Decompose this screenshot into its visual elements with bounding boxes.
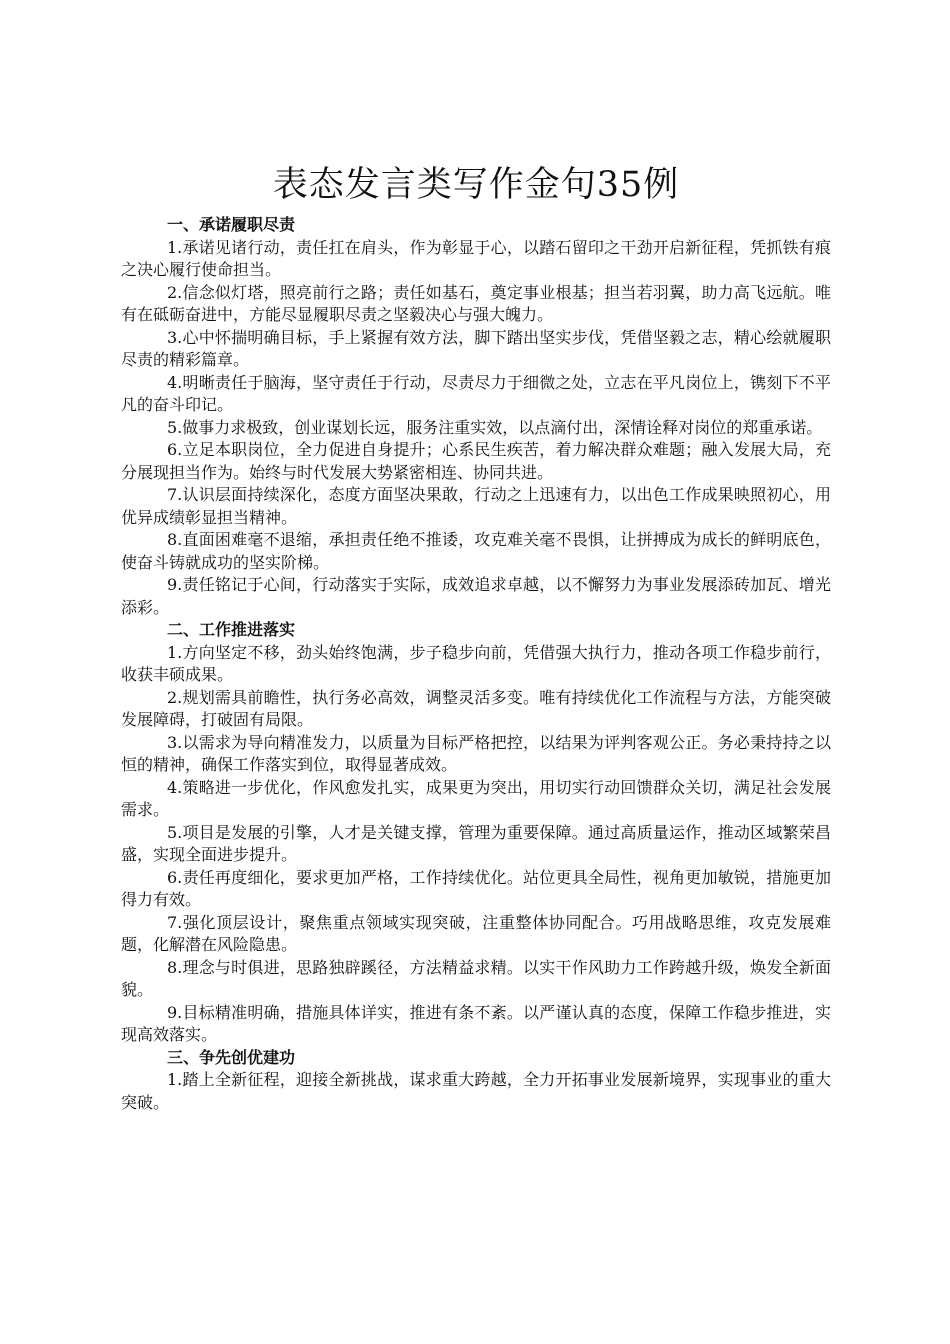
list-item: 1.方向坚定不移，劲头始终饱满，步子稳步向前，凭借强大执行力，推动各项工作稳步前行，收获丰硕成果。 <box>121 642 831 684</box>
list-item: 9.目标精准明确，措施具体详实，推进有条不紊。以严谨认真的态度，保障工作稳步推进，实现高效落实。 <box>121 1002 831 1044</box>
list-item: 3.心中怀揣明确目标，手上紧握有效方法，脚下踏出坚实步伐，凭借坚毅之志，精心绘就履职尽责的精彩篇章。 <box>121 327 831 369</box>
list-item: 5.项目是发展的引擎，人才是关键支撑，管理为重要保障。通过高质量运作，推动区域繁荣昌盛，实现全面进步提升。 <box>121 822 831 864</box>
list-item: 3.以需求为导向精准发力，以质量为目标严格把控，以结果为评判客观公正。务必秉持持之以恒的精神，确保工作落实到位，取得显著成效。 <box>121 732 831 774</box>
list-item: 2.规划需具前瞻性，执行务必高效，调整灵活多变。唯有持续优化工作流程与方法，方能突破发展障碍，打破固有局限。 <box>121 687 831 729</box>
list-item: 1.踏上全新征程，迎接全新挑战，谋求重大跨越，全力开拓事业发展新境界，实现事业的重大突破。 <box>121 1070 831 1112</box>
list-item: 7.强化顶层设计，聚焦重点领域实现突破，注重整体协同配合。巧用战略思维，攻克发展难题，化解潜在风险隐患。 <box>121 912 831 954</box>
list-item: 6.立足本职岗位，全力促进自身提升；心系民生疾苦，着力解决群众难题；融入发展大局，充分展现担当作为。始终与时代发展大势紧密相连、协同共进。 <box>121 440 831 482</box>
list-item: 8.直面困难毫不退缩，承担责任绝不推诿，攻克难关毫不畏惧，让拼搏成为成长的鲜明底色，使奋斗铸就成功的坚实阶梯。 <box>121 530 831 572</box>
section-3 <box>121 1047 831 1115</box>
section-heading: 二、工作推进落实 <box>167 620 296 639</box>
list-item: 9.责任铭记于心间，行动落实于实际，成效追求卓越，以不懈努力为事业发展添砖加瓦、增光添彩。 <box>121 575 831 617</box>
section-2 <box>121 619 831 1047</box>
list-item: 2.信念似灯塔，照亮前行之路；责任如基石，奠定事业根基；担当若羽翼，助力高飞远航。唯有在砥砺奋进中，方能尽显履职尽责之坚毅决心与强大魄力。 <box>121 282 831 324</box>
list-item: 5.做事力求极致，创业谋划长远，服务注重实效，以点滴付出，深情诠释对岗位的郑重承诺。 <box>167 417 823 437</box>
document-page <box>121 160 831 1114</box>
section-heading: 三、争先创优建功 <box>167 1047 296 1067</box>
list-item: 1.承诺见诸行动，责任扛在肩头，作为彰显于心，以踏石留印之干劲开启新征程，凭抓铁有痕之决心履行使命担当。 <box>121 237 831 279</box>
section-1 <box>121 214 831 619</box>
section-heading: 一、承诺履职尽责 <box>167 215 296 234</box>
list-item: 4.策略进一步优化，作风愈发扎实，成果更为突出，用切实行动回馈群众关切，满足社会发展需求。 <box>121 777 831 819</box>
list-item: 4.明晰责任于脑海，坚守责任于行动，尽责尽力于细微之处，立志在平凡岗位上，镌刻下不平凡的奋斗印记。 <box>121 372 831 414</box>
list-item: 6.责任再度细化，要求更加严格，工作持续优化。站位更具全局性，视角更加敏锐，措施更加得力有效。 <box>121 867 831 909</box>
list-item: 7.认识层面持续深化，态度方面坚决果敢，行动之上迅速有力，以出色工作成果映照初心，用优异成绩彰显担当精神。 <box>121 485 831 527</box>
list-item: 8.理念与时俱进，思路独辟蹊径，方法精益求精。以实干作风助力工作跨越升级，焕发全新面貌。 <box>121 957 831 999</box>
document-title: 表态发言类写作金句35例 <box>272 165 680 205</box>
